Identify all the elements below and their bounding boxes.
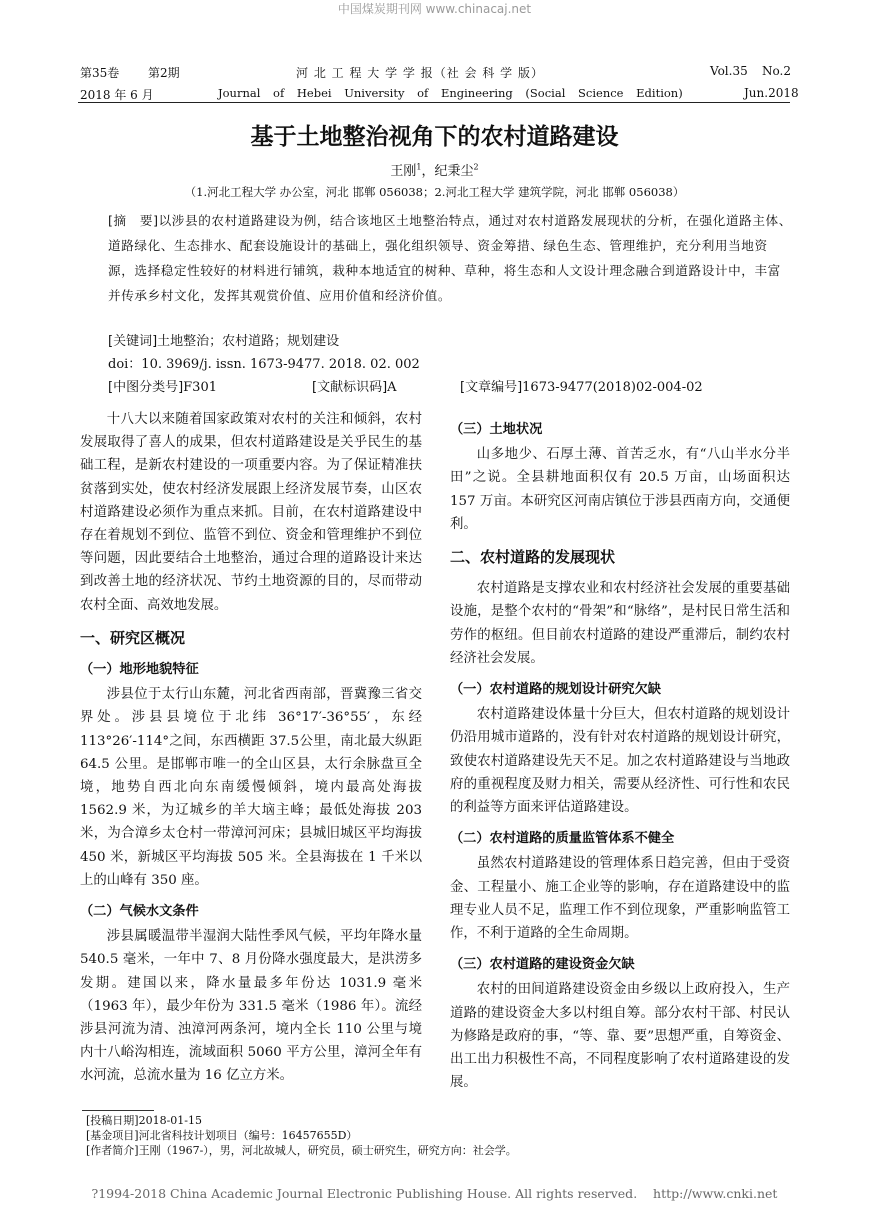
copyright-line: ?1994-2018 China Academic Journal Electronic Publishing House. All rights reserved. http://www.cnki.net [91, 1186, 778, 1201]
document-code [312, 376, 397, 395]
keywords-text: 土地整治；农村道路；规划建设 [157, 334, 340, 349]
author-separator: ， [421, 164, 435, 179]
section-1-3-text: 山多地少、石厚土薄、首苦乏水，有“八山半水分半田”之说。全县耕地面积仅有 20.5 万亩，山场面积达 157 万亩。本研究区河南店镇位于涉县西南方向，交通便利。 [450, 447, 790, 532]
paper-title: 基于土地整治视角下的农村道路建设 [250, 124, 619, 150]
clc-number [108, 376, 217, 395]
section-2-3-text: 农村的田间道路建设资金由乡级以上政府投入，生产道路的建设资金大多以村组自筹。部分农村干部、村民认为修路是政府的事，“等、靠、要”思想严重，自筹资金、出工出力积极性不高，不同程度影响了农村道路建设的发展。 [450, 982, 790, 1091]
section-2-3-heading: （三）农村道路的建设资金欠缺 [450, 957, 635, 973]
keywords-label: [关键词] [108, 334, 158, 349]
section-1-1-text: 涉县位于太行山东麓，河北省西南部，晋冀豫三省交界处。涉县县境位于北纬 36°17′-36°55′，东经 113°26′-114°之间，东西横距 37.5公里，南北最大纵距 64.5 公里。是邯郸市唯一的全山区县，太行余脉盘亘全境，地势自西北向东南缓慢倾斜，境内最高处海拔 1562.9 米，为辽城乡的羊大垴主峰；最低处海拔 203 米，为合漳乡太仓村一带漳河河床；县城旧城区平均海拔 450 米，新城区平均海拔 505 米。全县海拔在 1 千米以上的山峰有 350 座。 [80, 687, 422, 888]
footnote-rule [82, 1110, 154, 1111]
author-2-mark: 2 [473, 162, 479, 172]
section-2-1-heading: （一）农村道路的规划设计研究欠缺 [450, 682, 661, 698]
footnote-received: [投稿日期]2018-01-15 [86, 1114, 203, 1127]
author-line [0, 160, 869, 179]
affiliation: （1.河北工程大学 办公室，河北 邯郸 056038；2.河北工程大学 建筑学院，河北 邯郸 056038） [184, 185, 685, 199]
abstract-label: [摘 要] [108, 213, 159, 228]
watermark: 中国煤炭期刊网 www.chinacaj.net [337, 2, 532, 16]
clc-label: [中图分类号] [108, 380, 184, 395]
footnote-fund: [基金项目]河北省科技计划项目（编号：16457655D） [86, 1129, 358, 1142]
header-date-en: Jun.2018 [744, 86, 799, 100]
article-number [460, 376, 703, 395]
document-code-label: [文献标识码] [312, 380, 388, 395]
section-2-heading: 二、农村道路的发展现状 [450, 548, 616, 567]
article-number-label: [文章编号] [460, 380, 523, 395]
author-1: 王刚 [390, 164, 417, 179]
section-1-heading: 一、研究区概况 [80, 628, 186, 647]
footnote-author: [作者简介]王刚（1967-），男，河北故城人，研究员，硕士研究生，研究方向：社会学。 [86, 1144, 517, 1157]
section-2-1-text: 农村道路建设体量十分巨大，但农村道路的规划设计仍沿用城市道路的，没有针对农村道路的规划设计研究，致使农村道路建设先天不足。加之农村道路建设与当地政府的重视程度及财力相关，需要从经济性、可行性和农民的利益等方面来评估道路建设。 [450, 707, 790, 816]
header-rule [78, 102, 790, 103]
document-code-value: A [387, 380, 397, 395]
header-journal-cn: 河 北 工 程 大 学 学 报（社 会 科 学 版） [296, 66, 544, 80]
section-1-3-heading: （三）土地状况 [450, 422, 543, 437]
header-issue-cn: 第2期 [148, 66, 180, 80]
right-column [450, 414, 790, 1094]
header-date-cn: 2018 年 6 月 [80, 88, 154, 102]
section-1-2-text: 涉县属暖温带半湿润大陆性季风气候，平均年降水量 540.5 毫米，一年中 7、8 月份降水强度最大，是洪涝多发期。建国以来，降水量最多年份达 1031.9 毫米（1963 年），最少年份为 331.5 毫米（1986 年）。流经涉县河流为清、浊漳河两条河，境内全长 110 公里与境内十八峪沟相连，流域面积 5060 平方公里，漳河全年有水河流，总流水量为 16 亿立方米。 [80, 929, 422, 1084]
doi: doi：10. 3969/j. issn. 1673-9477. 2018. 02. 002 [108, 357, 420, 372]
author-1-mark: 1 [416, 162, 422, 172]
section-2-2-heading: （二）农村道路的质量监管体系不健全 [450, 831, 675, 847]
section-1-2-heading: （二）气候水文条件 [80, 904, 199, 920]
section-2-text: 农村道路是支撑农业和农村经济社会发展的重要基础设施，是整个农村的“骨架”和“脉络”，是村民日常生活和劳作的枢纽。但目前农村道路的建设严重滞后，制约农村经济社会发展。 [450, 581, 790, 666]
author-2: 纪秉尘 [434, 164, 474, 179]
header-journal-en: Journal of Hebei University of Engineering (Social Science Edition) [218, 86, 683, 100]
header-issue-en: No.2 [762, 64, 791, 78]
section-2-2-text: 虽然农村道路建设的管理体系日趋完善，但由于受资金、工程量小、施工企业等的影响，存在道路建设中的监理专业人员不足，监理工作不到位现象，严重影响监管工作，不利于道路的全生命周期。 [450, 856, 790, 942]
keywords [108, 330, 339, 349]
header-volume-en: Vol.35 [710, 64, 748, 78]
intro-paragraph: 十八大以来随着国家政策对农村的关注和倾斜，农村发展取得了喜人的成果，但农村道路建设是关乎民生的基础工程，是新农村建设的一项重要内容。为了保证精准扶贫落到实处，使农村经济发展跟上经济发展节奏，山区农村道路建设必须作为重点来抓。目前，在农村道路建设中存在着规划不到位、监管不到位、资金和管理维护不到位等问题，因此要结合土地整治，通过合理的道路设计来达到改善土地的经济状况、节约土地资源的目的，尽而带动农村全面、高效地发展。 [80, 412, 422, 613]
abstract [108, 208, 794, 308]
clc-value: F301 [183, 380, 217, 395]
article-number-value: 1673-9477(2018)02-004-02 [522, 380, 703, 395]
abstract-text: 以涉县的农村道路建设为例，结合该地区土地整治特点，通过对农村道路发展现状的分析，在强化道路主体、道路绿化、生态排水、配套设施设计的基础上，强化组织领导、资金筹措、绿色生态、管理维护，充分利用当地资源，选择稳定性较好的材料进行铺筑，栽种本地适宜的树种、草种，将生态和人文设计理念融合到道路设计中，丰富并传承乡村文化，发挥其观赏价值、应用价值和经济价值。 [108, 213, 792, 303]
header-volume-cn: 第35卷 [80, 66, 120, 80]
section-1-1-heading: （一）地形地貌特征 [80, 662, 199, 678]
left-column [80, 408, 422, 1088]
